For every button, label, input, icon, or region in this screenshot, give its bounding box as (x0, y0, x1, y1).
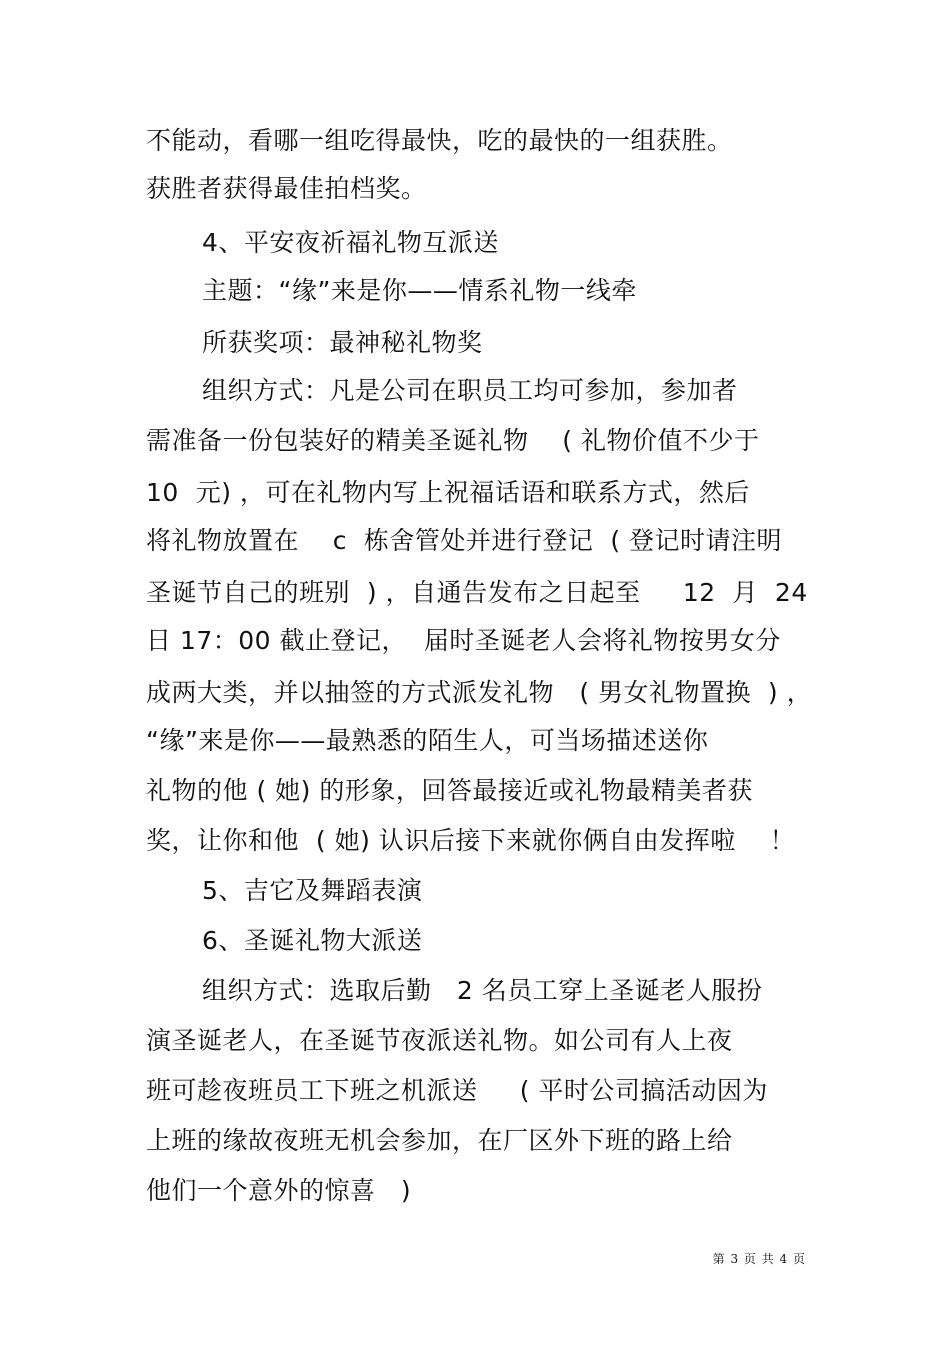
body-line: 圣诞节自己的班别 ) ，自通告发布之日起至 12 月 24 (146, 578, 808, 607)
body-line: 演圣诞老人，在圣诞节夜派送礼物。如公司有人上夜 (146, 1026, 733, 1055)
section-heading: 5、吉它及舞蹈表演 (202, 876, 423, 905)
body-line: 所获奖项：最神秘礼物奖 (202, 328, 483, 357)
body-line: 组织方式：凡是公司在职员工均可参加，参加者 (202, 376, 738, 405)
body-line: 不能动，看哪一组吃得最快，吃的最快的一组获胜。 (146, 126, 733, 155)
section-heading: 6、圣诞礼物大派送 (202, 926, 423, 955)
body-line: 班可趁夜班员工下班之机派送 ( 平时公司搞活动因为 (146, 1076, 768, 1105)
body-line: 他们一个意外的惊喜 ) (146, 1176, 412, 1205)
body-line: 主题：“缘”来是你——情系礼物一线牵 (202, 276, 637, 305)
body-line: 奖，让你和他 ( 她) 认识后接下来就你俩自由发挥啦 ！ (146, 826, 796, 855)
body-line: 需准备一份包装好的精美圣诞礼物 ( 礼物价值不少于 (146, 426, 760, 455)
body-line: 日 17：00 截止登记， 届时圣诞老人会将礼物按男女分 (146, 626, 781, 655)
body-line: 10 元) ，可在礼物内写上祝福话语和联系方式，然后 (146, 478, 750, 507)
page-number-footer: 第 3 页 共 4 页 (712, 1252, 806, 1266)
body-line: 礼物的他 ( 她) 的形象，回答最接近或礼物最精美者获 (146, 776, 753, 805)
body-line: “缘”来是你——最熟悉的陌生人，可当场描述送你 (146, 726, 709, 755)
body-line: 上班的缘故夜班无机会参加，在厂区外下班的路上给 (146, 1126, 733, 1155)
body-line: 成两大类，并以抽签的方式派发礼物 ( 男女礼物置换 ) ， (146, 678, 813, 707)
body-line: 获胜者获得最佳拍档奖。 (146, 174, 427, 203)
body-line: 将礼物放置在 c 栋舍管处并进行登记 ( 登记时请注明 (146, 526, 783, 555)
body-line: 组织方式：选取后勤 2 名员工穿上圣诞老人服扮 (202, 976, 763, 1005)
section-heading: 4、平安夜祈福礼物互派送 (202, 228, 499, 257)
